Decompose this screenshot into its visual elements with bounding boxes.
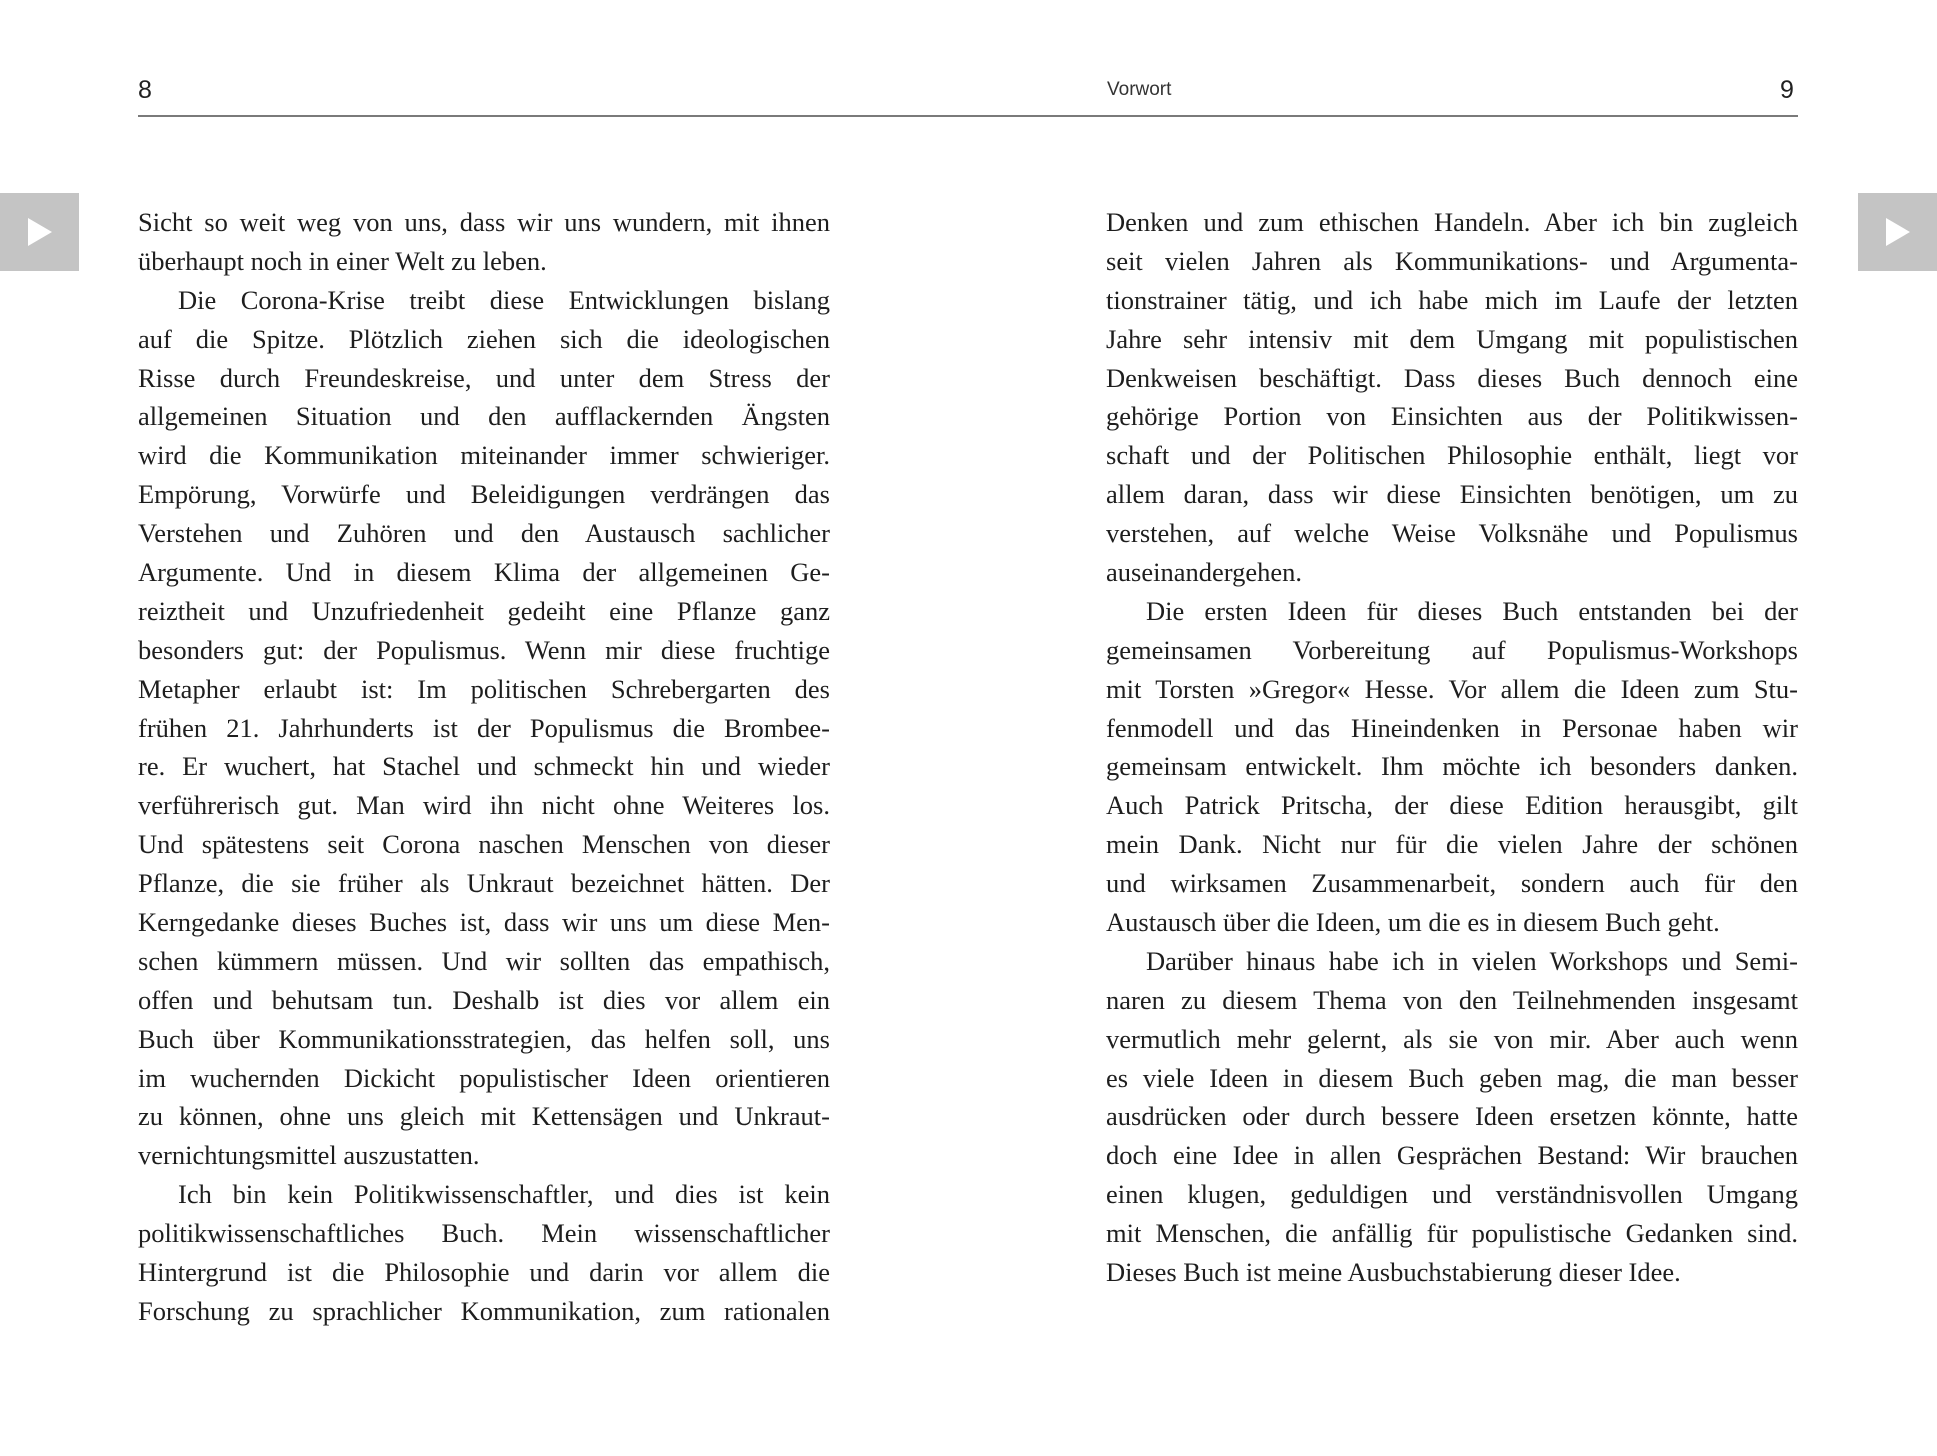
text-line: Denken und zum ethischen Handeln. Aber ich bin zugleich	[1106, 207, 1798, 237]
text-line: tionstrainer tätig, und ich habe mich im Laufe der letzten	[1106, 284, 1798, 315]
text-line: Empörung, Vorwürfe und Beleidigungen verdrängen das	[138, 479, 830, 510]
text-line: Verstehen und Zuhören und den Austausch sachlicher	[138, 518, 830, 549]
next-page-button[interactable]	[1858, 193, 1937, 271]
text-line: Kerngedanke dieses Buches ist, dass wir uns um diese Men-	[138, 907, 830, 938]
text-line: reiztheit und Unzufriedenheit gedeiht eine Pflanze ganz	[138, 595, 830, 626]
text-line: gemeinsam entwickelt. Ihm möchte ich besonders danken.	[1106, 751, 1798, 782]
text-line: Und spätestens seit Corona naschen Menschen von dieser	[138, 829, 830, 860]
text-line: verstehen, auf welche Weise Volksnähe und Populismus	[1106, 518, 1798, 549]
text-line: und wirksamen Zusammenarbeit, sondern auch für den	[1106, 868, 1798, 899]
text-line: auf die Spitze. Plötzlich ziehen sich die ideologischen	[138, 323, 830, 354]
play-triangle-icon	[1886, 218, 1910, 246]
text-line: besonders gut: der Populismus. Wenn mir diese fruchtige	[138, 634, 830, 665]
previous-page-button[interactable]	[0, 193, 79, 271]
text-line: allem daran, dass wir diese Einsichten benötigen, um zu	[1106, 479, 1798, 510]
text-line: Dieses Buch ist meine Ausbuchstabierung dieser Idee.	[1106, 1257, 1681, 1288]
running-head: Vorwort	[1107, 79, 1172, 100]
text-line: Darüber hinaus habe ich in vielen Workshops und Semi-	[1146, 945, 1798, 976]
text-line: Sicht so weit weg von uns, dass wir uns wundern, mit ihnen	[138, 207, 830, 237]
text-line: Argumente. Und in diesem Klima der allgemeinen Ge-	[138, 557, 830, 588]
text-line: Die Corona-Krise treibt diese Entwicklungen bislang	[178, 284, 830, 315]
text-line: Pflanze, die sie früher als Unkraut bezeichnet hätten. Der	[138, 868, 830, 899]
text-line: seit vielen Jahren als Kommunikations- und Argumenta-	[1106, 245, 1798, 276]
text-line: vermutlich mehr gelernt, als sie von mir. Aber auch wenn	[1106, 1023, 1798, 1054]
text-line: mit Torsten »Gregor« Hesse. Vor allem die Ideen zum Stu-	[1106, 673, 1798, 704]
text-line: zu können, ohne uns gleich mit Kettensägen und Unkraut-	[138, 1101, 830, 1132]
text-line: Metapher erlaubt ist: Im politischen Schrebergarten des	[138, 673, 830, 704]
text-line: auseinandergehen.	[1106, 557, 1302, 588]
text-line: Die ersten Ideen für dieses Buch entstanden bei der	[1146, 595, 1798, 626]
text-line: mit Menschen, die anfällig für populistische Gedanken sind.	[1106, 1218, 1798, 1249]
left-page-number: 8	[138, 76, 152, 104]
left-page-body	[138, 203, 830, 1331]
text-line: Forschung zu sprachlicher Kommunikation, zum rationalen	[138, 1295, 830, 1326]
text-line: offen und behutsam tun. Deshalb ist dies vor allem ein	[138, 984, 830, 1015]
text-line: mein Dank. Nicht nur für die vielen Jahre der schönen	[1106, 829, 1798, 860]
text-line: vernichtungsmittel auszustatten.	[138, 1140, 480, 1171]
text-line: Ich bin kein Politikwissenschaftler, und dies ist kein	[178, 1179, 830, 1210]
text-line: Hintergrund ist die Philosophie und darin vor allem die	[138, 1257, 830, 1288]
text-line: Denkweisen beschäftigt. Dass dieses Buch dennoch eine	[1106, 362, 1798, 393]
text-line: im wuchernden Dickicht populistischer Ideen orientieren	[138, 1062, 830, 1093]
text-line: fenmodell und das Hineindenken in Personae haben wir	[1106, 712, 1798, 743]
text-line: politikwissenschaftliches Buch. Mein wissenschaftlicher	[138, 1218, 830, 1249]
text-line: verführerisch gut. Man wird ihn nicht ohne Weiteres los.	[138, 790, 830, 821]
text-line: Buch über Kommunikationsstrategien, das helfen soll, uns	[138, 1023, 830, 1054]
text-line: frühen 21. Jahrhunderts ist der Populismus die Brombee-	[138, 712, 830, 743]
text-line: einen klugen, geduldigen und verständnisvollen Umgang	[1106, 1179, 1798, 1210]
right-page-body	[1106, 203, 1798, 1292]
text-line: re. Er wuchert, hat Stachel und schmeckt hin und wieder	[138, 751, 830, 782]
text-line: überhaupt noch in einer Welt zu leben.	[138, 245, 547, 276]
text-line: gemeinsamen Vorbereitung auf Populismus-Workshops	[1106, 634, 1798, 665]
text-line: wird die Kommunikation miteinander immer schwieriger.	[138, 440, 830, 471]
text-line: naren zu diesem Thema von den Teilnehmenden insgesamt	[1106, 984, 1798, 1015]
text-line: ausdrücken oder durch bessere Ideen ersetzen könnte, hatte	[1106, 1101, 1798, 1132]
text-line: schaft und der Politischen Philosophie enthält, liegt vor	[1106, 440, 1798, 471]
text-line: Auch Patrick Pritscha, der diese Edition herausgibt, gilt	[1106, 790, 1798, 821]
text-line: gehörige Portion von Einsichten aus der Politikwissen-	[1106, 401, 1798, 432]
text-line: doch eine Idee in allen Gesprächen Bestand: Wir brauchen	[1106, 1140, 1798, 1171]
text-line: Risse durch Freundeskreise, und unter dem Stress der	[138, 362, 830, 393]
right-page-number: 9	[1780, 76, 1794, 104]
header-rule	[138, 115, 1798, 117]
text-line: allgemeinen Situation und den aufflackernden Ängsten	[138, 401, 830, 432]
play-triangle-icon	[28, 218, 52, 246]
text-line: schen kümmern müssen. Und wir sollten das empathisch,	[138, 945, 830, 976]
text-line: Austausch über die Ideen, um die es in diesem Buch geht.	[1106, 907, 1720, 938]
text-line: Jahre sehr intensiv mit dem Umgang mit populistischen	[1106, 323, 1798, 354]
text-line: es viele Ideen in diesem Buch geben mag, die man besser	[1106, 1062, 1798, 1093]
